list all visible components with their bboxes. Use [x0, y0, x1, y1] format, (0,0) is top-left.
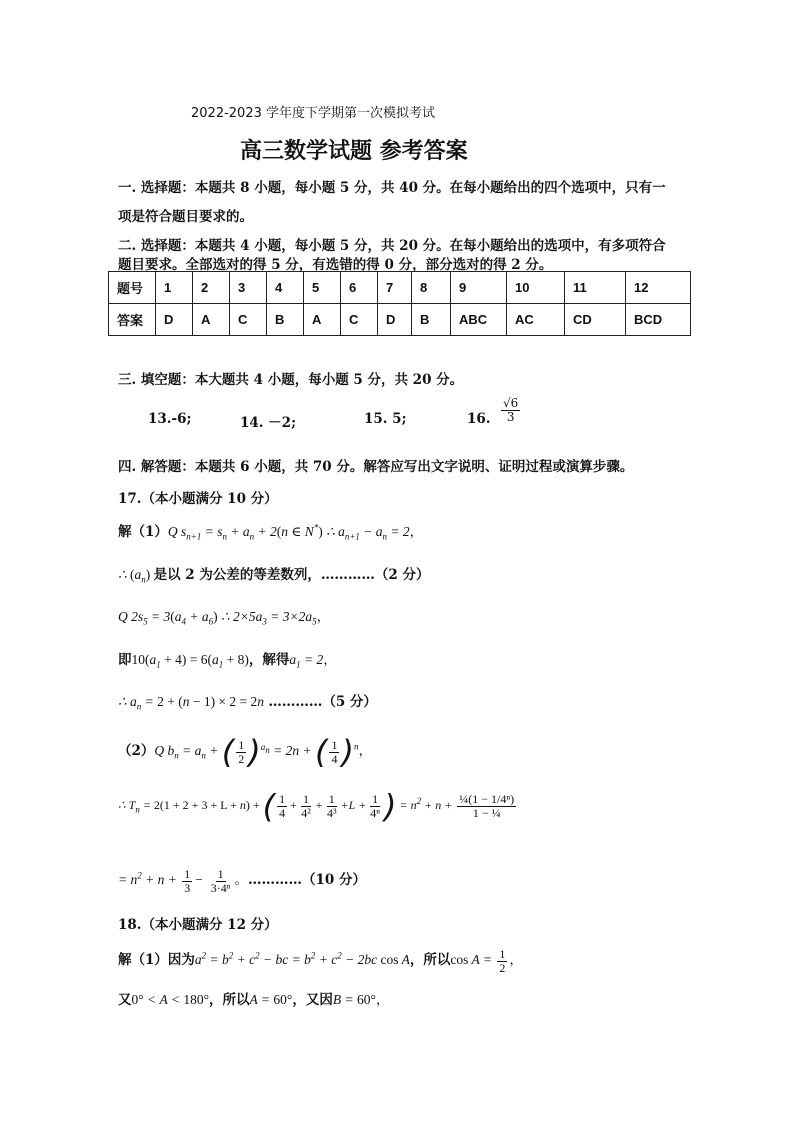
math-expression: = $n^2 + n$ + $\frac{1}{3}$ − $\frac{1}{\text{3·4ⁿ}}$ — [118, 867, 231, 895]
section4-heading: 四. 解答题：本题共 6 小题，共 70 分。解答应写出文字说明、证明过程或演算步骤。 — [118, 459, 634, 475]
answer-row — [109, 304, 691, 336]
q18-heading: 18.（本小题满分 12 分） — [118, 917, 278, 933]
fraction-denominator: 3 — [506, 409, 515, 424]
answer-15: 15. 5; — [364, 411, 407, 427]
question-row — [109, 272, 691, 304]
q18-part1-label: 解（1）因为 — [118, 952, 195, 969]
answer-table — [108, 271, 691, 336]
math-expression: A = 60° — [249, 992, 293, 1007]
table-cell: 7 — [378, 272, 412, 304]
math-expression: Q $2s_5 = 3(a_4 + a_6)$ ∴ $2\times 5a_3 = 3\times 2a_5$ — [118, 609, 317, 627]
exam-title: 2022-2023 学年度下学期第一次模拟考试 — [191, 106, 435, 121]
q17-part1-label: 解（1） — [118, 524, 168, 540]
table-cell: 6 — [341, 272, 378, 304]
q17-heading: 17.（本小题满分 10 分） — [118, 491, 278, 507]
section2-line2: 题目要求。全部选对的得 5 分，有选错的得 0 分，部分选对的得 2 分。 — [118, 257, 553, 273]
fraction-numerator: √6 — [503, 396, 519, 410]
math-expression: ∴ $T_n = 2(1 + 2 + 3 + L + n)$ + ( $\frac{1}{4}$ + $\frac{1}{\text{4²}}$ + $\frac{1}{\text{4³}}$ +L + $\frac{1}{\text{4ⁿ}}$ ) = $n^2 + n$ + $\frac{\text{¼(1 − 1/4ⁿ)}}{\text{1 − ¼}}$ — [118, 787, 515, 825]
q17-part2-label: （2） — [118, 743, 155, 760]
math-expression: ∴ $(a_n)$ — [118, 567, 151, 585]
table-cell: D — [156, 304, 193, 336]
table-cell: D — [378, 304, 412, 336]
q18-so: ，所以 — [409, 952, 451, 969]
q18-again: 又 — [118, 992, 132, 1008]
table-cell: A — [193, 304, 230, 336]
table-cell: AC — [507, 304, 565, 336]
answer-header: 答案 — [109, 304, 156, 336]
section1-line1: 一. 选择题：本题共 8 小题，每小题 5 分，共 40 分。在每小题给出的四个选项中，只有一 — [118, 180, 666, 196]
table-cell: BCD — [626, 304, 691, 336]
math-expression: $10(a_1 + 4) = 6(a_1 + 8)$ — [131, 652, 249, 670]
table-cell: 11 — [565, 272, 626, 304]
q18-line1: 解（1）因为$a^2 = b^2 + c^2$ − bc = $b^2 + c^2 - 2bc$ cos A，所以cos A = $\frac{1}{2}$ ， — [118, 947, 523, 975]
q17-step4-mid: ，解得 — [248, 652, 290, 668]
table-cell: C — [230, 304, 267, 336]
table-cell: 5 — [304, 272, 341, 304]
answer-14: 14. －2; — [240, 415, 297, 431]
math-expression: cos A = $\frac{1}{2}$ — [450, 947, 506, 975]
q17-line6: （2）Q $b_n = a_n$ + ( $\frac{1}{2}$ )$^{a_n}$ = 2n + ( $\frac{1}{4}$ )$^n$， — [118, 733, 372, 771]
math-expression: 0° < A < 180° — [131, 992, 210, 1007]
table-cell: 2 — [193, 272, 230, 304]
q17-line1: 解（1）Q $s_{n+1} = s_n + a_n + 2(n$ ∈ N*) ∴ $a_{n+1} - a_n = 2$， — [118, 522, 424, 542]
q17-line2 — [118, 563, 429, 585]
table-cell: 12 — [626, 272, 691, 304]
table-cell: 3 — [230, 272, 267, 304]
table-cell: 10 — [507, 272, 565, 304]
q18-so2: ，所以 — [209, 992, 250, 1008]
table-cell: 1 — [156, 272, 193, 304]
table-cell: 9 — [451, 272, 507, 304]
answer-16-fraction — [499, 397, 522, 423]
q17-line5 — [118, 690, 377, 712]
score-5: …………（5 分） — [268, 694, 377, 710]
score-2: …………（2 分） — [320, 567, 430, 583]
question-header: 题号 — [109, 272, 156, 304]
table-cell: C — [341, 304, 378, 336]
table-cell: CD — [565, 304, 626, 336]
q17-step4-prefix: 即 — [118, 652, 132, 668]
math-expression: $a_1 = 2$ — [289, 652, 324, 670]
table-cell: B — [267, 304, 304, 336]
answer-13: 13.-6; — [148, 411, 192, 427]
q18-line2: 又0° < A < 180°，所以A = 60°，又因B = 60°， — [118, 992, 390, 1008]
math-expression: ∴ $a_n = 2 + (n - 1) \times 2 = 2n$ — [118, 694, 265, 712]
table-cell: 8 — [412, 272, 451, 304]
table-cell: ABC — [451, 304, 507, 336]
table-cell: A — [304, 304, 341, 336]
section1-line2: 项是符合题目要求的。 — [118, 209, 253, 225]
q17-line7 — [118, 787, 518, 825]
q17-line3: Q $2s_5 = 3(a_4 + a_6)$ ∴ $2\times 5a_3 = 3\times 2a_5$， — [118, 609, 331, 627]
q17-line4: 即$10(a_1 + 4) = 6(a_1 + 8)$，解得$a_1 = 2$， — [118, 652, 337, 670]
answer-16-label: 16. — [467, 411, 491, 427]
math-expression: Q $b_n = a_n$ + ( $\frac{1}{2}$ )$^{a_n}$ = 2n + ( $\frac{1}{4}$ )$^n$ — [154, 733, 359, 771]
q18-again2: ，又因 — [292, 992, 333, 1008]
q17-step2-text: 是以 2 为公差的等差数列， — [153, 567, 321, 583]
q17-line8: = $n^2 + n$ + $\frac{1}{3}$ − $\frac{1}{\text{3·4ⁿ}}$ 。…………（10 分） — [118, 867, 367, 895]
math-expression: Q $s_{n+1} = s_n + a_n + 2(n$ ∈ N*) ∴ $a_{n+1} - a_n = 2$ — [167, 522, 410, 542]
math-expression: $a^2 = b^2 + c^2$ − bc = $b^2 + c^2 - 2bc$ cos A — [194, 950, 410, 968]
section2-line1: 二. 选择题：本题共 4 小题，每小题 5 分，共 20 分。在每小题给出的选项中，有多项符合 — [118, 238, 666, 254]
section3-heading: 三. 填空题：本大题共 4 小题，每小题 5 分，共 20 分。 — [118, 372, 464, 388]
score-10: …………（10 分） — [248, 872, 367, 889]
table-cell: 4 — [267, 272, 304, 304]
table-cell: B — [412, 304, 451, 336]
math-expression: B = 60° — [332, 992, 376, 1007]
page-title: 高三数学试题 参考答案 — [240, 138, 468, 164]
